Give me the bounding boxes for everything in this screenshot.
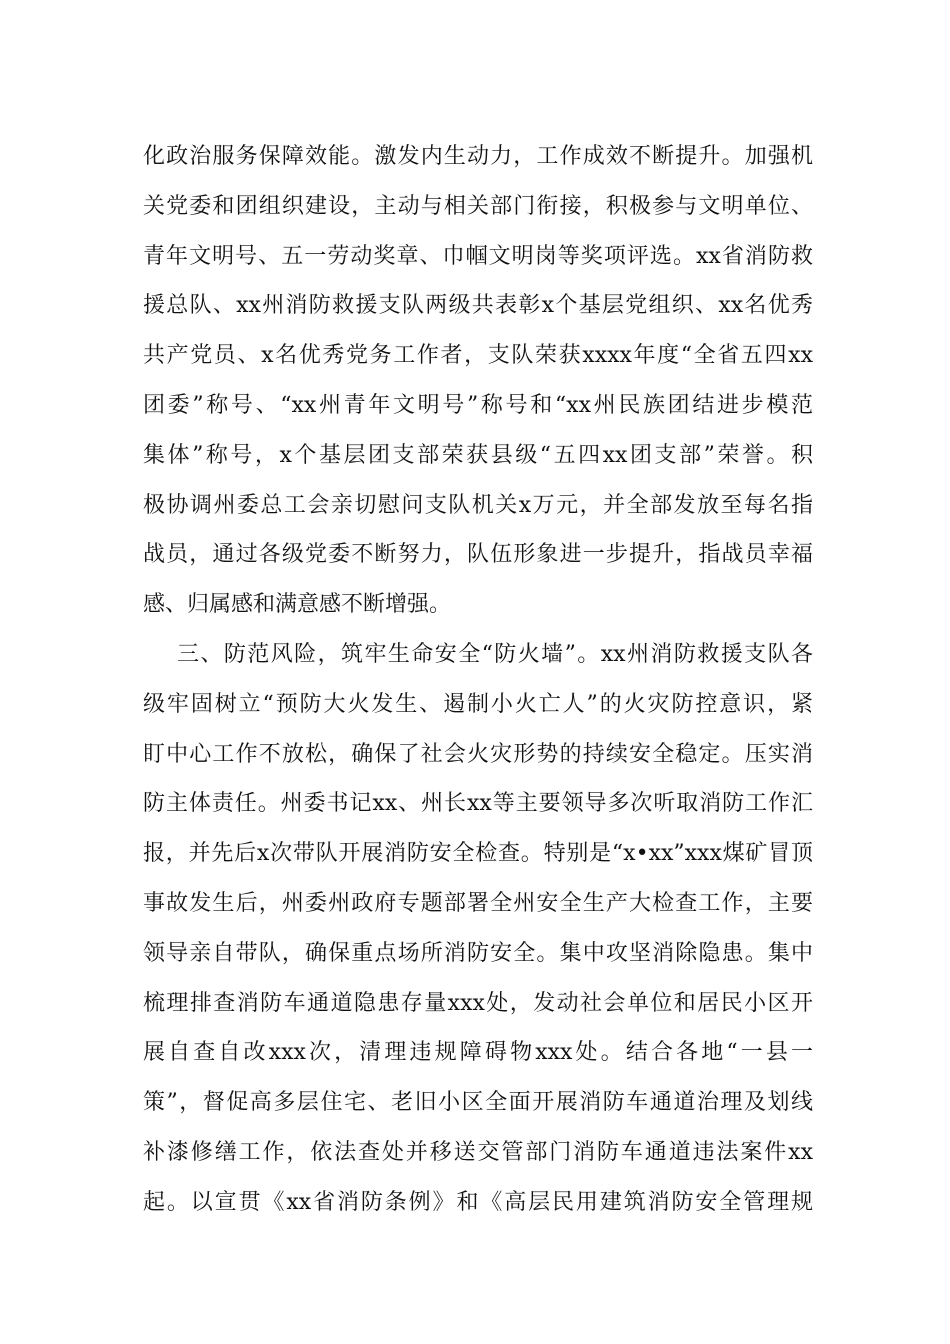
- text-line: 报，并先后x次带队开展消防安全检查。特别是“x•xx”xxx煤矿冒顶: [143, 841, 813, 867]
- text-line: 化政治服务保障效能。激发内生动力，工作成效不断提升。加强机: [143, 144, 813, 169]
- text-line: 极协调州委总工会亲切慰问支队机关x万元，并全部发放至每名指: [143, 492, 813, 518]
- text-line: 领导亲自带队，确保重点场所消防安全。集中攻坚消除隐患。集中: [143, 940, 813, 966]
- text-line: 梳理排查消防车通道隐患存量xxx处，发动社会单位和居民小区开: [143, 990, 813, 1016]
- text-line: 战员，通过各级党委不断努力，队伍形象进一步提升，指战员幸福: [143, 542, 813, 568]
- text-line: 关党委和团组织建设，主动与相关部门衔接，积极参与文明单位、: [143, 193, 813, 219]
- text-line: 展自查自改xxx次，清理违规障碍物xxx处。结合各地“一县一: [143, 1040, 813, 1066]
- paragraph-end-line: 感、归属感和满意感不断增强。: [143, 592, 452, 618]
- text-line: 起。以宣贯《xx省消防条例》和《高层民用建筑消防安全管理规: [143, 1189, 813, 1215]
- text-line: 补漆修缮工作，依法查处并移送交管部门消防车通道违法案件xx: [143, 1139, 813, 1165]
- text-line: 集体”称号，x个基层团支部荣获县级“五四xx团支部”荣誉。积: [143, 442, 813, 468]
- text-line: 团委”称号、“xx州青年文明号”称号和“xx州民族团结进步模范: [143, 392, 813, 418]
- text-line: 盯中心工作不放松，确保了社会火灾形势的持续安全稳定。压实消: [143, 741, 813, 767]
- text-line: 共产党员、x名优秀党务工作者，支队荣获xxxx年度“全省五四xx: [143, 343, 813, 369]
- text-line: 事故发生后，州委州政府专题部署全州安全生产大检查工作，主要: [143, 890, 813, 916]
- text-line: 援总队、xx州消防救援支队两级共表彰x个基层党组织、xx名优秀: [143, 293, 813, 319]
- section-heading-line: 三、防范风险，筑牢生命安全“防火墙”。xx州消防救援支队各: [177, 641, 813, 667]
- text-line: 策”，督促高多层住宅、老旧小区全面开展消防车通道治理及划线: [143, 1090, 813, 1116]
- document-body: [143, 132, 813, 1228]
- text-line: 防主体责任。州委书记xx、州长xx等主要领导多次听取消防工作汇: [143, 791, 813, 817]
- text-line: 青年文明号、五一劳动奖章、巾帼文明岗等奖项评选。xx省消防救: [143, 243, 813, 269]
- text-line: 级牢固树立“预防大火发生、遏制小火亡人”的火灾防控意识，紧: [143, 691, 813, 717]
